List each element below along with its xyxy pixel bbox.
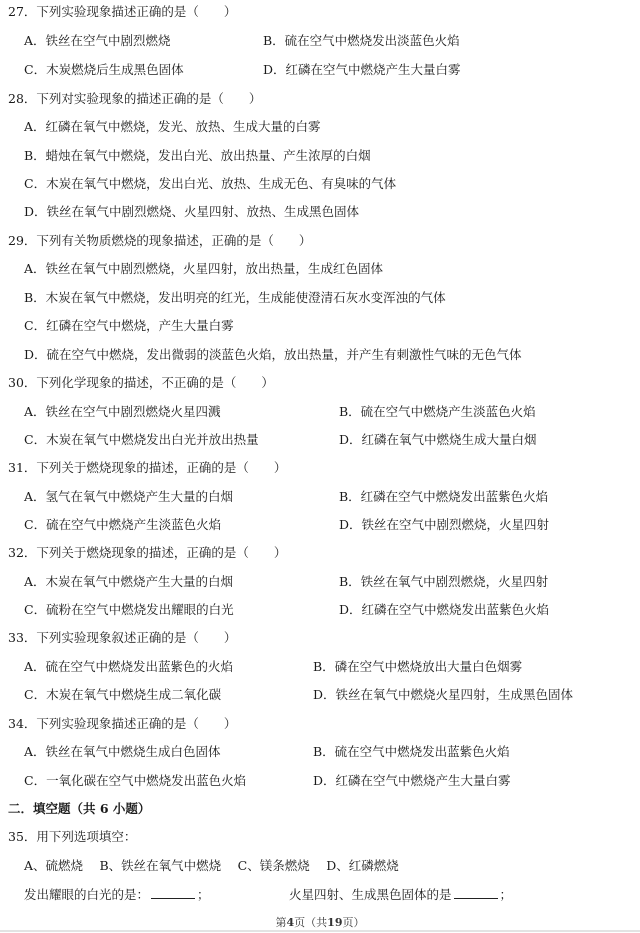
page-footer	[0, 914, 640, 930]
question-29-option-b: B．木炭在氧气中燃烧，发出明亮的红光，生成能使澄清石灰水变浑浊的气体	[24, 290, 446, 305]
question-33-option-c: C．木炭在氧气中燃烧生成二氧化碳	[24, 687, 222, 702]
section-title: 二．填空题（共 6 小题）	[8, 801, 151, 816]
question-28-option-a: A．红磷在氧气中燃烧，发光、放热、生成大量的白雾	[24, 119, 321, 134]
question-31-option-b: B．红磷在空气中燃烧发出蓝紫色火焰	[339, 489, 549, 504]
question-32-option-c: C．硫粉在空气中燃烧发出耀眼的白光	[24, 602, 234, 617]
fill-blank-1-line[interactable]	[151, 886, 195, 899]
question-28-option-c: C．木炭在氧气中燃烧，发出白光、放热、生成无色、有臭味的气体	[24, 176, 397, 191]
question-27-stem: 27．下列实验现象描述正确的是（ ）	[8, 4, 237, 19]
fill-blank-2	[289, 886, 512, 903]
question-29-stem: 29．下列有关物质燃烧的现象描述，正确的是（ ）	[8, 233, 312, 248]
fill-blank-1-label: 发出耀眼的白光的是：	[24, 887, 150, 902]
question-31-option-c: C．硫在空气中燃烧产生淡蓝色火焰	[24, 517, 222, 532]
page-bottom-divider	[0, 930, 640, 932]
question-32-option-b: B．铁丝在氧气中剧烈燃烧，火星四射	[339, 574, 549, 589]
footer-page-number: 4	[286, 916, 295, 929]
fill-blank-2-label: 火星四射、生成黑色固体的是	[289, 887, 452, 902]
question-31-option-d: D．铁丝在空气中剧烈燃烧，火星四射	[339, 517, 550, 532]
question-27-option-a: A．铁丝在空气中剧烈燃烧	[24, 33, 171, 48]
question-33-option-d: D．铁丝在氧气中燃烧火星四射，生成黑色固体	[313, 687, 574, 702]
question-31-stem: 31．下列关于燃烧现象的描述，正确的是（ ）	[8, 460, 287, 475]
question-30-option-d: D．红磷在氧气中燃烧生成大量白烟	[339, 432, 537, 447]
question-34-option-d: D．红磷在空气中燃烧产生大量白雾	[313, 773, 511, 788]
question-33-stem: 33．下列实验现象叙述正确的是（ ）	[8, 630, 237, 645]
question-32-stem: 32．下列关于燃烧现象的描述，正确的是（ ）	[8, 545, 287, 560]
footer-prefix: 第	[275, 916, 287, 929]
question-27-option-d: D．红磷在空气中燃烧产生大量白雾	[263, 62, 461, 77]
question-30-option-b: B．硫在空气中燃烧产生淡蓝色火焰	[339, 404, 536, 419]
question-27-option-b: B．硫在空气中燃烧发出淡蓝色火焰	[263, 33, 460, 48]
question-33-option-a: A．硫在空气中燃烧发出蓝紫色的火焰	[24, 659, 234, 674]
footer-total-pages: 19	[327, 916, 343, 929]
footer-suffix: 页）	[342, 916, 365, 929]
question-34-option-b: B．硫在空气中燃烧发出蓝紫色火焰	[313, 744, 510, 759]
footer-middle: 页（共	[294, 916, 328, 929]
question-35-options: A、硫燃烧 B、铁丝在氧气中燃烧 C、镁条燃烧 D、红磷燃烧	[24, 858, 399, 873]
question-34-option-a: A．铁丝在氧气中燃烧生成白色固体	[24, 744, 221, 759]
question-30-stem: 30．下列化学现象的描述，不正确的是（ ）	[8, 375, 274, 390]
fill-blank-2-line[interactable]	[454, 886, 498, 899]
question-29-option-a: A．铁丝在氧气中剧烈燃烧，火星四射，放出热量，生成红色固体	[24, 261, 384, 276]
question-34-option-c: C．一氧化碳在空气中燃烧发出蓝色火焰	[24, 773, 247, 788]
question-29-option-c: C．红磷在空气中燃烧，产生大量白雾	[24, 318, 234, 333]
question-32-option-d: D．红磷在空气中燃烧发出蓝紫色火焰	[339, 602, 550, 617]
question-33-option-b: B．磷在空气中燃烧放出大量白色烟雾	[313, 659, 523, 674]
question-34-stem: 34．下列实验现象描述正确的是（ ）	[8, 716, 237, 731]
fill-blank-1-tail: ；	[197, 887, 210, 902]
question-31-option-a: A．氢气在氧气中燃烧产生大量的白烟	[24, 489, 234, 504]
question-28-stem: 28．下列对实验现象的描述正确的是（ ）	[8, 91, 262, 106]
question-32-option-a: A．木炭在氧气中燃烧产生大量的白烟	[24, 574, 234, 589]
question-27-option-c: C．木炭燃烧后生成黑色固体	[24, 62, 184, 77]
question-35-stem: 35．用下列选项填空：	[8, 829, 137, 844]
question-28-option-d: D．铁丝在氧气中剧烈燃烧、火星四射、放热、生成黑色固体	[24, 204, 360, 219]
question-29-option-d: D．硫在空气中燃烧，发出微弱的淡蓝色火焰，放出热量，并产生有刺激性气味的无色气体	[24, 347, 522, 362]
fill-blank-2-tail: ；	[499, 887, 513, 902]
question-30-option-a: A．铁丝在空气中剧烈燃烧火星四溅	[24, 404, 221, 419]
question-28-option-b: B．蜡烛在氧气中燃烧，发出白光、放出热量、产生浓厚的白烟	[24, 148, 371, 163]
fill-blank-1	[24, 886, 210, 903]
question-30-option-c: C．木炭在氧气中燃烧发出白光并放出热量	[24, 432, 259, 447]
